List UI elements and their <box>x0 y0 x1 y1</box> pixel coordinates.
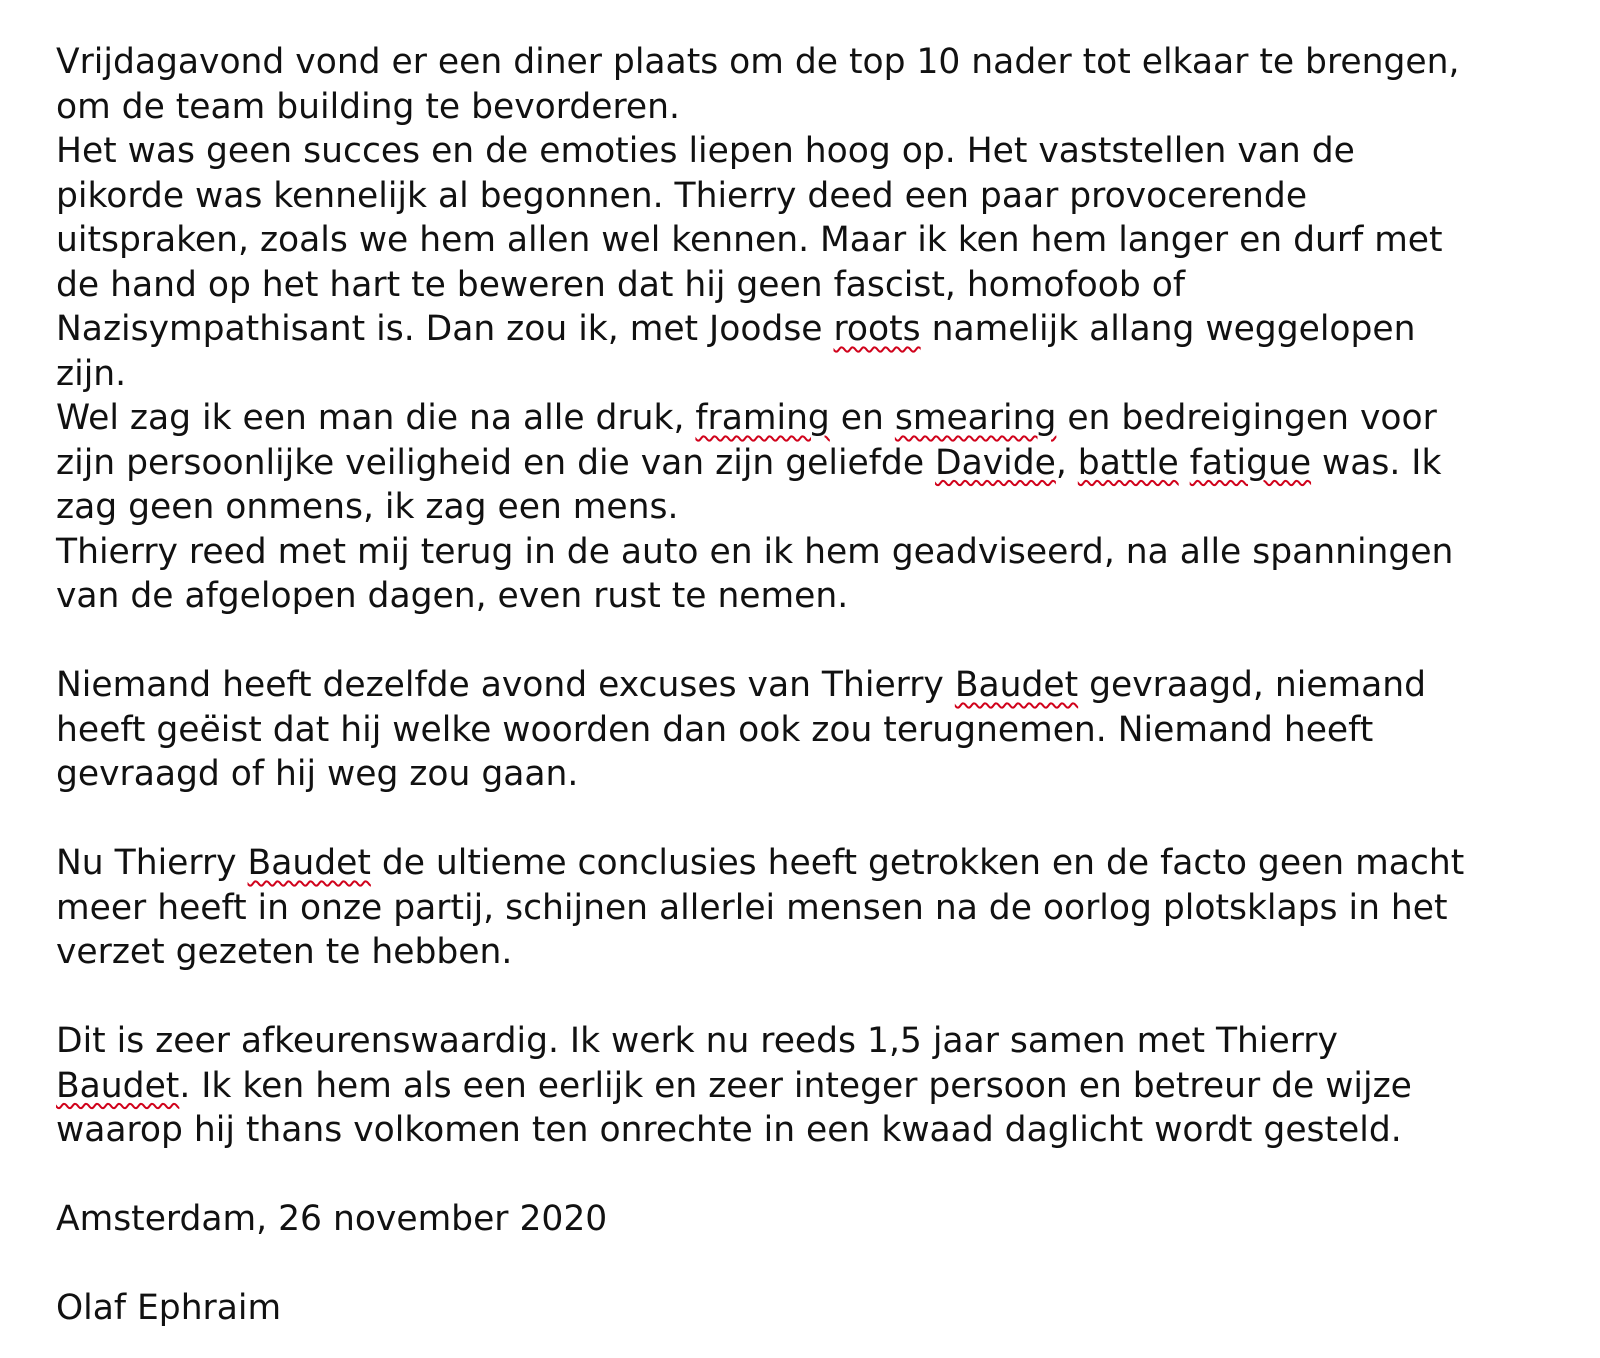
paragraph-gap <box>56 619 1586 664</box>
text-line <box>56 85 1586 130</box>
text-line <box>56 396 1586 441</box>
text-segment: gevraagd, niemand <box>1078 665 1427 705</box>
text-line <box>56 218 1586 263</box>
text-line <box>56 1064 1586 1109</box>
spellcheck-flagged-word: Baudet <box>56 1065 180 1106</box>
text-segment: , <box>1055 442 1078 483</box>
text-segment: heeft geëist dat hij welke woorden dan ook zou terugnemen. Niemand heeft <box>56 709 1374 750</box>
text-segment <box>1179 443 1190 483</box>
text-line <box>56 40 1586 85</box>
text-segment: van de afgelopen dagen, even rust te nemen. <box>56 576 849 616</box>
text-segment: de ultieme conclusies heeft getrokken en de facto geen macht <box>370 843 1465 883</box>
text-segment: gevraagd of hij weg zou gaan. <box>56 754 579 794</box>
text-segment: uitspraken, zoals we hem allen wel kennen. Maar ik ken hem langer en durf met <box>56 220 1443 260</box>
text-line <box>56 1108 1586 1153</box>
text-line <box>56 930 1586 975</box>
paragraph-gap <box>56 975 1586 1020</box>
text-segment: pikorde was kennelijk al begonnen. Thierry deed een paar provocerende <box>56 175 1308 216</box>
text-line <box>56 886 1586 931</box>
spellcheck-flagged-word: Baudet <box>954 665 1079 705</box>
paragraph-gap <box>56 797 1586 842</box>
text-line <box>56 663 1586 708</box>
text-segment: zijn. <box>56 353 127 394</box>
text-segment: Niemand heeft dezelfde avond excuses van Thierry <box>56 665 955 705</box>
text-line <box>56 1197 1586 1242</box>
spellcheck-flagged-word: Davide <box>935 442 1056 483</box>
text-line <box>56 841 1586 886</box>
text-segment: Thierry reed met mij terug in de auto en ik hem geadviseerd, na alle spanningen <box>56 531 1454 572</box>
text-line <box>56 574 1586 619</box>
text-segment: . Ik ken hem als een eerlijk en zeer integer persoon en betreur de wijze <box>179 1065 1412 1106</box>
spellcheck-flagged-word: fatigue <box>1189 442 1312 483</box>
text-segment: Het was geen succes en de emoties liepen hoog op. Het vaststellen van de <box>56 131 1355 171</box>
text-segment: meer heeft in onze partij, schijnen allerlei mensen na de oorlog plotsklaps in het <box>56 887 1448 928</box>
text-line <box>56 174 1586 219</box>
paragraph-gap <box>56 1242 1586 1287</box>
text-line <box>56 129 1586 174</box>
spellcheck-flagged-word: Baudet <box>247 843 371 883</box>
text-segment: namelijk allang weggelopen <box>920 309 1416 349</box>
text-segment: was. Ik <box>1311 442 1442 483</box>
text-segment: en <box>829 398 895 438</box>
spellcheck-flagged-word: framing <box>695 398 830 438</box>
text-line <box>56 441 1586 486</box>
spellcheck-flagged-word: roots <box>833 309 921 349</box>
text-segment: en bedreigingen voor <box>1056 398 1437 438</box>
text-line <box>56 752 1586 797</box>
text-segment: waarop hij thans volkomen ten onrechte in een kwaad daglicht wordt gesteld. <box>56 1110 1402 1150</box>
text-line <box>56 530 1586 575</box>
text-segment: om de team building te bevorderen. <box>56 86 680 127</box>
text-line <box>56 708 1586 753</box>
text-segment: de hand op het hart te beweren dat hij geen fascist, homofoob of <box>56 264 1185 305</box>
text-segment: verzet gezeten te hebben. <box>56 932 513 972</box>
text-line <box>56 1019 1586 1064</box>
text-segment: Wel zag ik een man die na alle druk, <box>56 398 696 438</box>
text-line <box>56 485 1586 530</box>
text-line <box>56 263 1586 308</box>
document-body <box>56 40 1586 1331</box>
text-segment: Olaf Ephraim <box>56 1288 282 1328</box>
text-segment: Vrijdagavond vond er een diner plaats om de top 10 nader tot elkaar te brengen, <box>56 42 1460 82</box>
text-segment: Amsterdam, 26 november 2020 <box>56 1199 608 1239</box>
paragraph-gap <box>56 1153 1586 1198</box>
text-line <box>56 307 1586 352</box>
spellcheck-flagged-word: smearing <box>894 398 1057 438</box>
text-segment: Nazisympathisant is. Dan zou ik, met Joodse <box>56 309 834 349</box>
text-line <box>56 1286 1586 1331</box>
text-segment: Nu Thierry <box>56 843 248 883</box>
text-line <box>56 352 1586 397</box>
text-segment: zijn persoonlijke veiligheid en die van zijn geliefde <box>56 442 936 483</box>
text-segment: Dit is zeer afkeurenswaardig. Ik werk nu reeds 1,5 jaar samen met Thierry <box>56 1021 1338 1061</box>
spellcheck-flagged-word: battle <box>1077 442 1179 483</box>
text-segment: zag geen onmens, ik zag een mens. <box>56 487 679 527</box>
